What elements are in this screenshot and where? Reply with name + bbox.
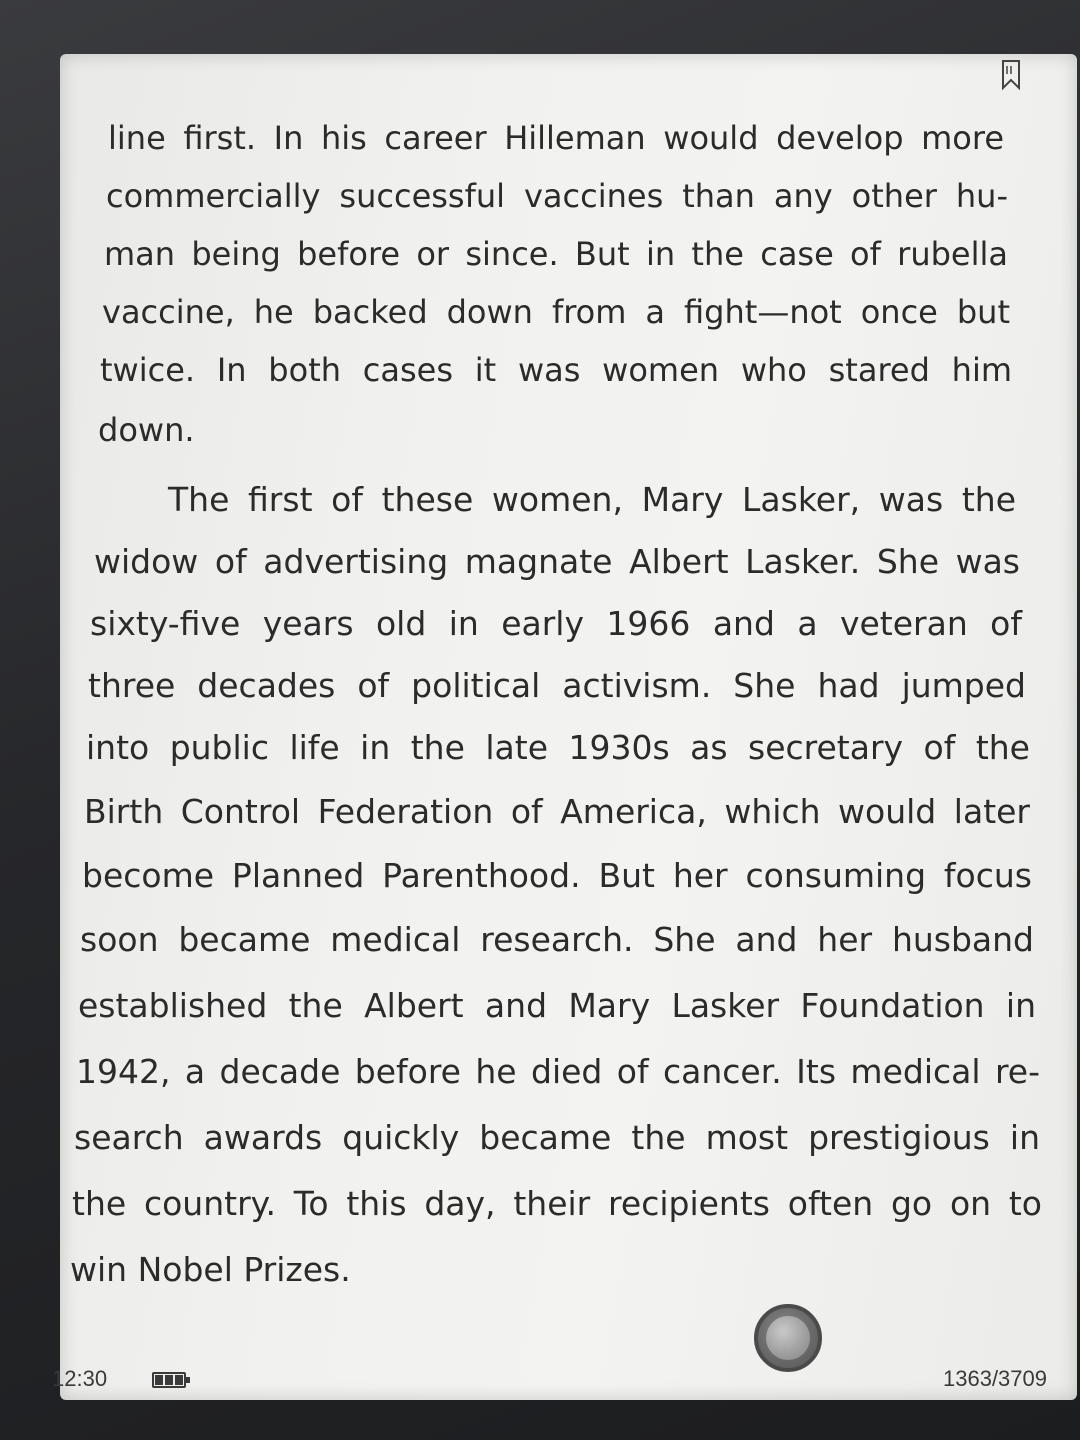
text-line: win Nobel Prizes. (70, 1250, 351, 1289)
text-line: widow of advertising magnate Albert Lasker. She was (94, 542, 1020, 581)
bookmark-icon[interactable] (1001, 60, 1021, 90)
text-line: search awards quickly became the most prestigious in (74, 1118, 1040, 1157)
text-line: three decades of political activism. She had jumped (88, 666, 1026, 705)
text-line: established the Albert and Mary Lasker Foundation in (78, 986, 1036, 1025)
clock: 12:30 (52, 1366, 108, 1391)
text-line: twice. In both cases it was women who stared him (100, 351, 1012, 389)
text-line: man being before or since. But in the case of rubella (104, 235, 1008, 273)
text-line: soon became medical research. She and her husband (80, 920, 1034, 959)
text-line: 1942, a decade before he died of cancer. Its medical re- (76, 1052, 1040, 1091)
reader-screen[interactable] (52, 54, 1077, 1400)
page-counter: 1363/3709 (943, 1366, 1047, 1391)
text-line: down. (98, 411, 195, 449)
status-bar (52, 1346, 1077, 1400)
text-line: into public life in the late 1930s as secretary of the (86, 728, 1030, 767)
battery-cell (155, 1375, 163, 1385)
text-line: line first. In his career Hilleman would develop more (108, 119, 1004, 157)
text-line: sixty-five years old in early 1966 and a veteran of (90, 604, 1022, 643)
battery-cell (175, 1375, 183, 1385)
battery-icon (152, 1372, 186, 1388)
text-line: The first of these women, Mary Lasker, was the (168, 480, 1016, 519)
text-line: Birth Control Federation of America, which would later (84, 792, 1030, 831)
text-line: vaccine, he backed down from a fight—not once but (102, 293, 1010, 331)
text-line: commercially successful vaccines than any other hu- (106, 177, 1008, 215)
text-line: the country. To this day, their recipients often go on to (72, 1184, 1042, 1223)
battery-cell (165, 1375, 173, 1385)
text-line: become Planned Parenthood. But her consuming focus (82, 856, 1032, 895)
